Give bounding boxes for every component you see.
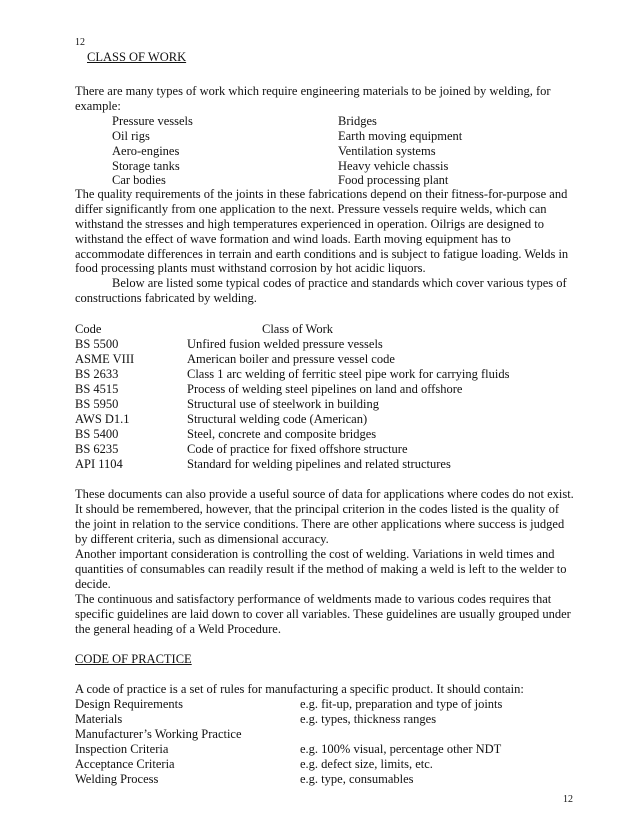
cop-item-example: e.g. fit-up, preparation and type of joints — [300, 697, 503, 711]
cop-item: Inspection Criteria — [75, 742, 169, 756]
table-cell-work: Code of practice for fixed offshore structure — [187, 442, 408, 456]
cop-item: Design Requirements — [75, 697, 183, 711]
table-cell-work: Structural use of steelwork in building — [187, 397, 379, 411]
paragraph-line: withstand the effect of wave formation and wind loads. Earth moving equipment has to — [75, 232, 511, 246]
heading-code-of-practice: CODE OF PRACTICE — [75, 652, 192, 666]
paragraph-line: Below are listed some typical codes of practice and standards which cover various types of — [112, 276, 567, 290]
paragraph-line: the joint in relation to the service conditions. There are other applications where success is judged — [75, 517, 565, 531]
table-cell-code: BS 6235 — [75, 442, 119, 456]
table-cell-code: BS 4515 — [75, 382, 119, 396]
table-cell-work: Steel, concrete and composite bridges — [187, 427, 377, 441]
paragraph-line: withstand the stresses and high temperatures experienced in operation. Oilrigs are designed to — [75, 217, 544, 231]
work-example-right: Bridges — [338, 114, 377, 128]
cop-item-example: e.g. defect size, limits, etc. — [300, 757, 433, 771]
work-example-right: Food processing plant — [338, 173, 449, 187]
paragraph-line: The quality requirements of the joints in these fabrications depend on their fitness-for-purpose and — [75, 187, 568, 201]
cop-item-example: e.g. 100% visual, percentage other NDT — [300, 742, 502, 756]
paragraph-line: It should be remembered, however, that the principal criterion in the codes listed is the quality of — [75, 502, 560, 516]
paragraph-line: constructions fabricated by welding. — [75, 291, 257, 305]
table-cell-code: AWS D1.1 — [75, 412, 130, 426]
table-cell-work: Process of welding steel pipelines on land and offshore — [187, 382, 463, 396]
table-cell-work: Standard for welding pipelines and related structures — [187, 457, 451, 471]
page-number-bottom: 12 — [563, 794, 573, 805]
work-example-left: Aero-engines — [112, 144, 180, 158]
cop-item: Materials — [75, 712, 123, 726]
cop-intro: A code of practice is a set of rules for manufacturing a specific product. It should contain: — [75, 682, 524, 696]
heading-class-of-work: CLASS OF WORK — [87, 50, 187, 64]
work-example-right: Ventilation systems — [338, 144, 436, 158]
table-cell-work: Class 1 arc welding of ferritic steel pipe work for carrying fluids — [187, 367, 510, 381]
paragraph-line: These documents can also provide a useful source of data for applications where codes do not exist. — [75, 487, 574, 501]
table-header-code: Code — [75, 322, 102, 336]
cop-item: Welding Process — [75, 772, 159, 786]
page-number-top: 12 — [75, 37, 85, 48]
paragraph-line: differ significantly from one application to the next. Pressure vessels require welds, which can — [75, 202, 547, 216]
paragraph-line: Another important consideration is controlling the cost of welding. Variations in weld times and — [75, 547, 555, 561]
paragraph-line: quantities of consumables can readily result if the method of making a weld is left to the welder to — [75, 562, 567, 576]
paragraph-line: by different criteria, such as dimensional accuracy. — [75, 532, 329, 546]
paragraph-line: decide. — [75, 577, 111, 591]
table-cell-code: API 1104 — [75, 457, 123, 471]
work-example-left: Pressure vessels — [112, 114, 193, 128]
table-cell-code: BS 5950 — [75, 397, 119, 411]
paragraph-line: The continuous and satisfactory performance of weldments made to various codes requires that — [75, 592, 552, 606]
table-cell-work: Unfired fusion welded pressure vessels — [187, 337, 383, 351]
work-example-left: Car bodies — [112, 173, 166, 187]
paragraph-line: specific guidelines are laid down to cover all variables. These guidelines are usually grouped under — [75, 607, 571, 621]
table-cell-code: ASME VIII — [75, 352, 135, 366]
cop-item: Acceptance Criteria — [75, 757, 175, 771]
table-cell-work: Structural welding code (American) — [187, 412, 368, 426]
table-cell-code: BS 5400 — [75, 427, 119, 441]
cop-item-example: e.g. type, consumables — [300, 772, 414, 786]
table-cell-code: BS 2633 — [75, 367, 119, 381]
work-example-right: Earth moving equipment — [338, 129, 463, 143]
table-cell-work: American boiler and pressure vessel code — [187, 352, 395, 366]
table-header-class: Class of Work — [262, 322, 333, 336]
work-example-left: Oil rigs — [112, 129, 150, 143]
intro-line: example: — [75, 99, 121, 113]
intro-line: There are many types of work which require engineering materials to be joined by welding, for — [75, 84, 551, 98]
work-example-left: Storage tanks — [112, 159, 180, 173]
paragraph-line: food processing plants must withstand corrosion by hot acidic liquors. — [75, 261, 426, 275]
cop-item: Manufacturer’s Working Practice — [75, 727, 242, 741]
paragraph-line: the general heading of a Weld Procedure. — [75, 622, 281, 636]
work-example-right: Heavy vehicle chassis — [338, 159, 449, 173]
cop-item-example: e.g. types, thickness ranges — [300, 712, 437, 726]
paragraph-line: accommodate differences in terrain and earth conditions and is subject to fatigue loading. Welds in — [75, 247, 569, 261]
table-cell-code: BS 5500 — [75, 337, 119, 351]
